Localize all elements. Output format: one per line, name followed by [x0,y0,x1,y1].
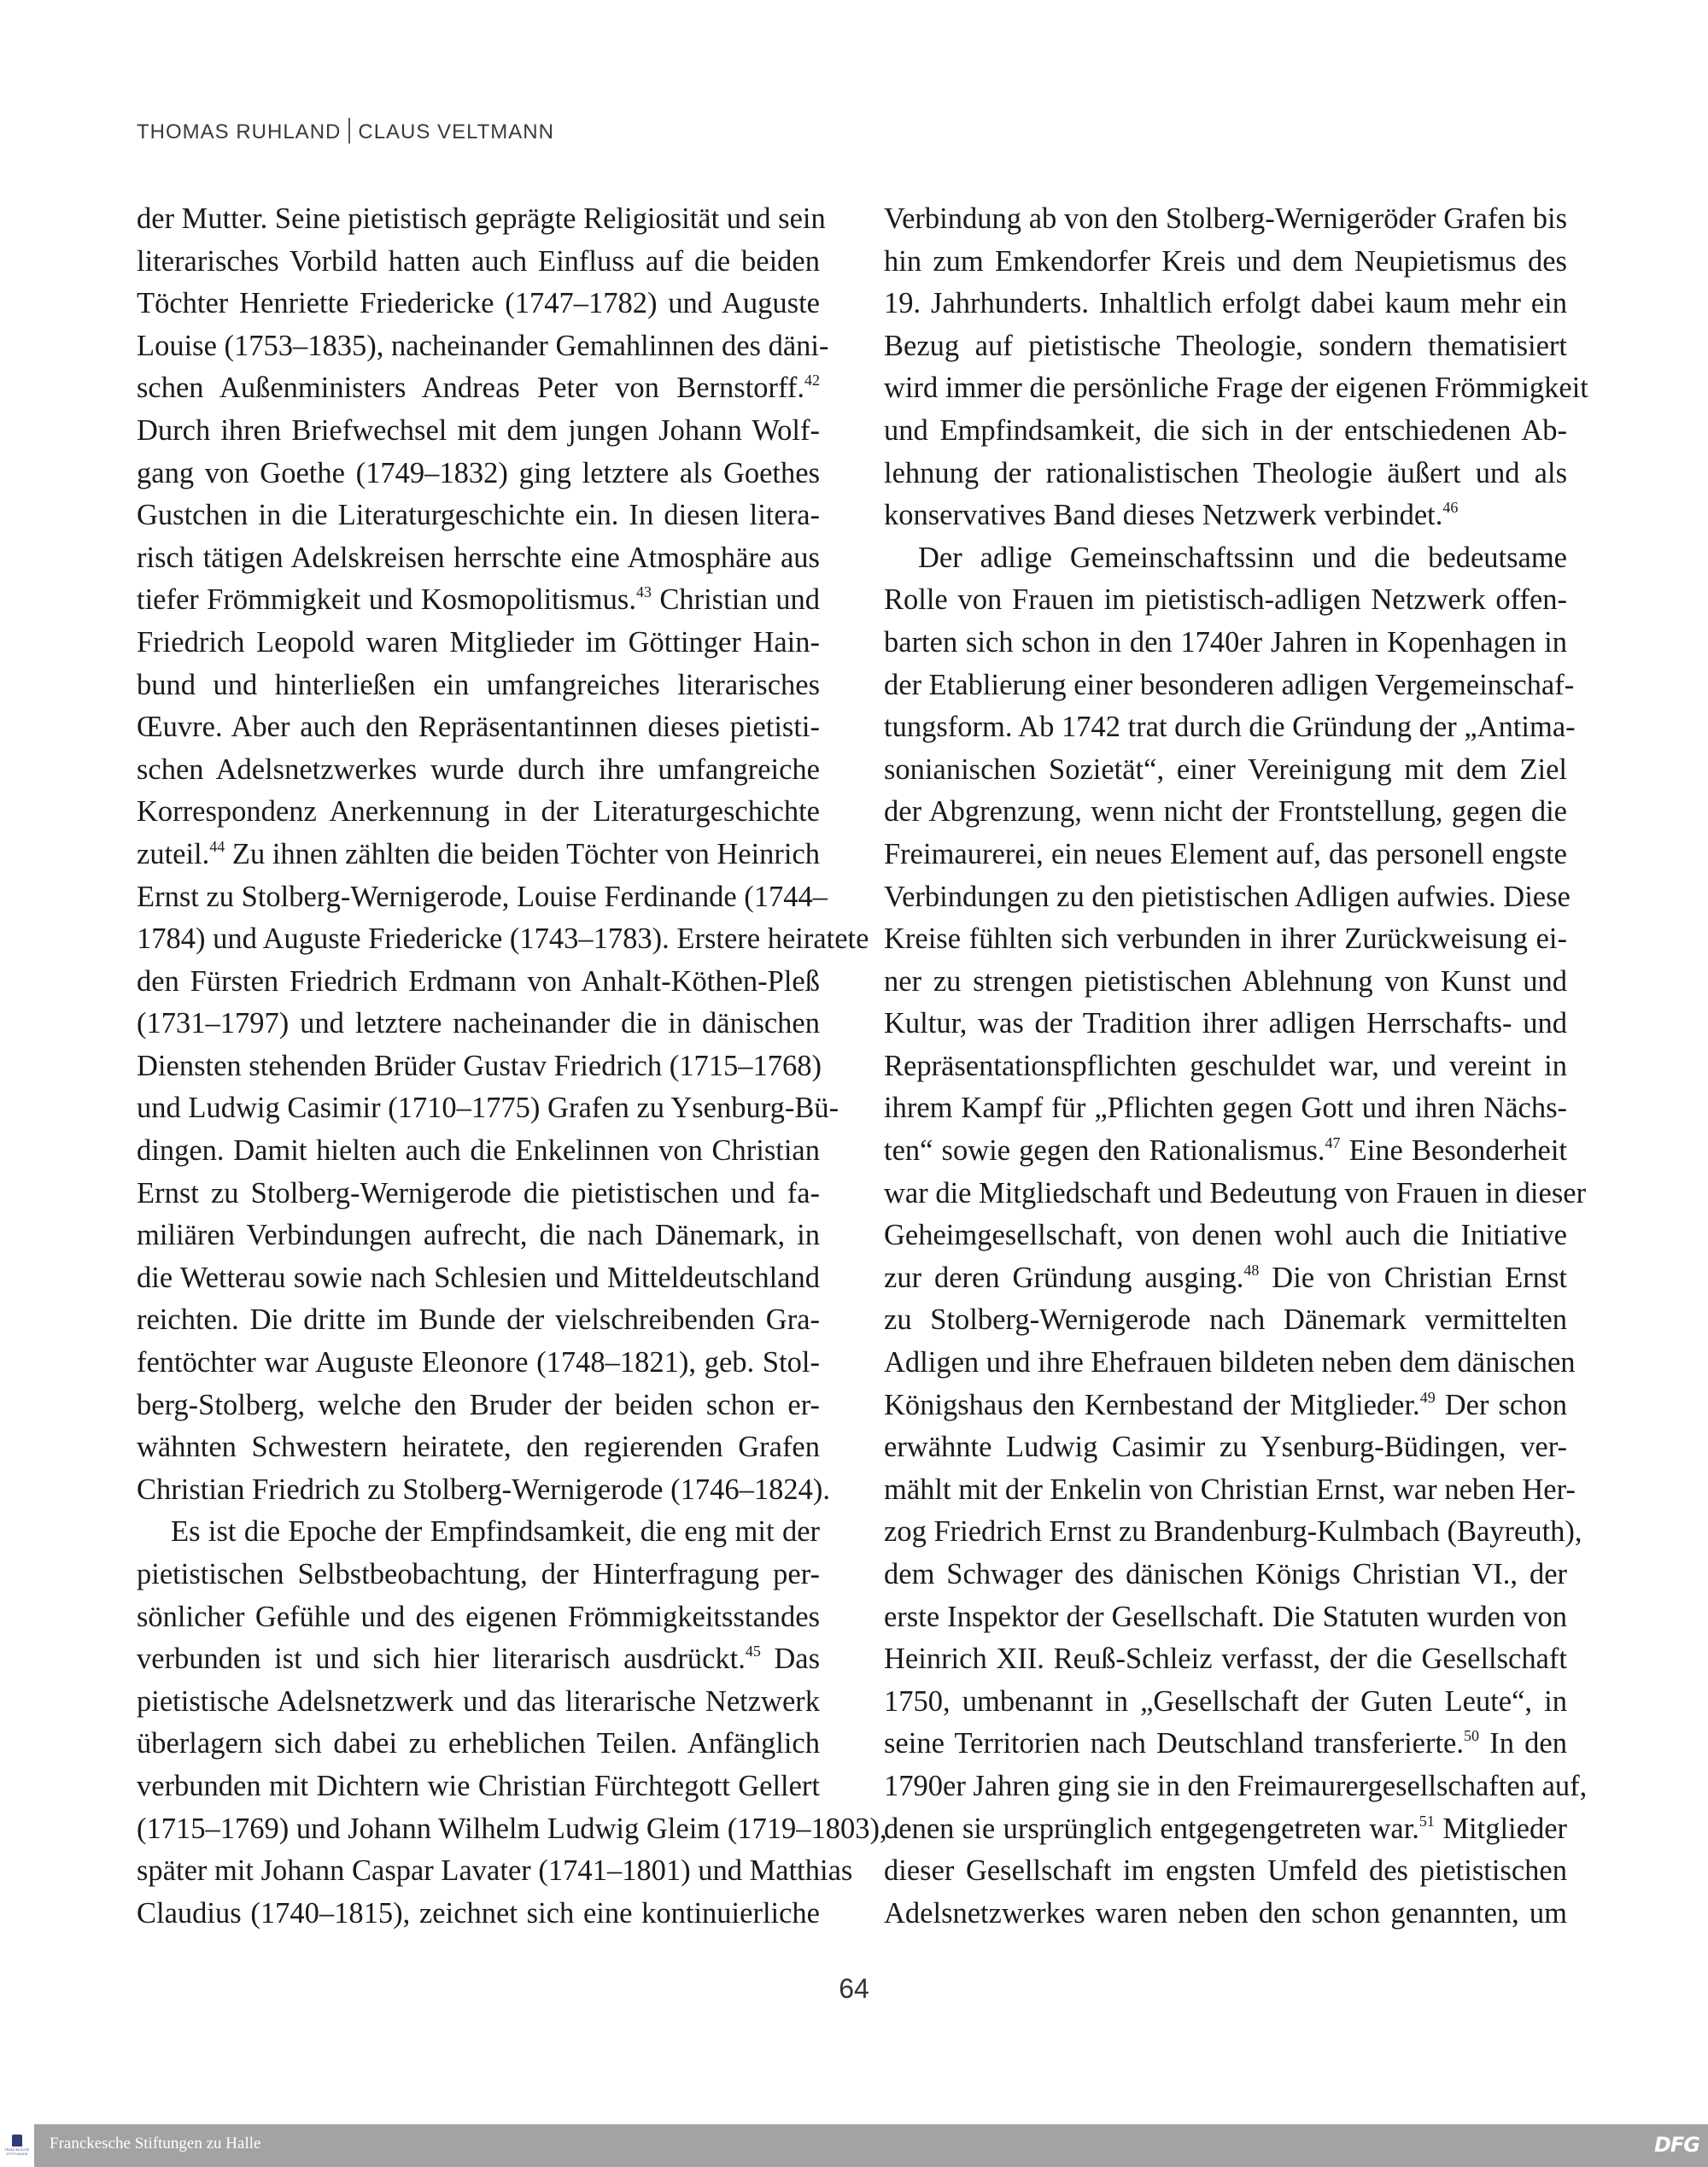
line-text: seine Territorien nach Deutschland transferierte. [884,1727,1464,1760]
text-line [137,1723,820,1766]
text-line [884,706,1576,749]
line-text: sonianischen Sozietät“, einer Vereinigung mit dem Ziel [884,753,1567,786]
text-line [884,918,1567,961]
line-text: ihrem Kampf für „Pflichten gegen Gott und ihren Nächs- [884,1092,1567,1125]
text-line [137,1638,820,1681]
line-text: Christian Friedrich zu Stolberg-Wernigerode (1746–1824). [137,1473,830,1506]
line-text: konservatives Band dieses Netzwerk verbindet. [884,499,1443,532]
separator [348,118,350,143]
text-line [137,537,820,580]
line-text-continued: Das [760,1643,820,1676]
line-text: Ernst zu Stolberg-Wernigerode, Louise Ferdinande (1744– [137,880,828,913]
text-line [137,325,829,368]
line-text: später mit Johann Caspar Lavater (1741–1801) und Matthias [137,1854,853,1888]
line-text-continued: Der schon [1435,1388,1567,1421]
author-name: THOMAS RUHLAND [137,120,342,143]
line-text: Gustchen in die Literaturgeschichte ein. In diesen litera- [137,499,820,532]
text-line [137,876,828,919]
text-line [137,1385,820,1427]
line-text: wird immer die persönliche Frage der eigenen Frömmigkeit [884,372,1588,405]
text-line [137,706,820,749]
text-line [137,918,869,961]
text-line [137,1342,820,1385]
footnote-marker: 44 [209,837,225,855]
footnote-marker: 43 [635,583,652,601]
line-text: Claudius (1740–1815), zeichnet sich eine kontinuierliche [137,1896,820,1930]
line-text: literarisches Vorbild hatten auch Einfluss auf die beiden [137,244,820,278]
institution-logo-icon [0,2124,34,2167]
text-line [884,1850,1567,1893]
text-line [137,665,820,707]
line-text: gang von Goethe (1749–1832) ging letztere als Goethes [137,456,820,489]
text-column-left [137,198,887,1935]
line-text: Korrespondenz Anerkennung in der Literaturgeschichte [137,795,820,829]
line-text: 1750, umbenannt in „Gesellschaft der Guten Leute“, in [884,1684,1567,1718]
text-line [884,1215,1567,1257]
text-line [884,622,1567,665]
text-line [137,1045,820,1088]
text-line [137,749,820,792]
footer-strip [34,2124,1708,2167]
line-text: sönlicher Gefühle und des eigenen Frömmigkeitsstandes [137,1600,820,1633]
line-text: Rolle von Frauen im pietistisch-adligen Netzwerk offen- [884,583,1567,617]
text-line [137,1808,887,1851]
text-line [884,283,1567,325]
line-text: Œuvre. Aber auch den Repräsentantinnen dieses pietisti- [137,711,820,744]
line-text: barten sich schon in den 1740er Jahren in Kopenhagen in [884,625,1567,659]
text-line [137,1426,820,1469]
line-text: pietistischen Selbstbeobachtung, der Hinterfragung per- [137,1558,820,1590]
text-line [884,410,1567,453]
footnote-marker: 49 [1419,1388,1436,1406]
line-text: und Empfindsamkeit, die sich in der entschiedenen Ab- [884,413,1567,447]
text-line [884,1596,1567,1639]
text-line [137,283,820,325]
line-text: Es ist die Epoche der Empfindsamkeit, die eng mit der [171,1515,820,1549]
line-text: Geheimgesellschaft, von denen wohl auch die Initiative [884,1219,1567,1252]
text-line [137,1003,820,1045]
text-line [137,1850,853,1893]
text-line [884,325,1567,368]
line-text: schen Außenministers Andreas Peter von Bernstorff. [137,372,804,405]
text-line [884,1766,1588,1808]
logo-text: FRANCKESCHE STIFTUNGEN [4,2148,30,2156]
text-line [137,1173,820,1215]
text-line [884,1511,1582,1554]
footnote-marker: 51 [1418,1812,1435,1830]
line-text: Ernst zu Stolberg-Wernigerode die pietistischen und fa- [137,1176,820,1209]
text-line [884,834,1567,876]
text-line [884,1342,1576,1385]
text-line [884,367,1588,410]
text-line [137,495,820,537]
text-line [884,495,1567,537]
text-line [137,622,820,665]
line-text: hin zum Emkendorfer Kreis und dem Neupietismus des [884,244,1567,278]
line-text: Verbindung ab von den Stolberg-Wernigeröder Grafen bis [884,202,1567,235]
running-head [137,118,554,144]
figure-icon [12,2135,22,2147]
dfg-logo: DFG [1653,2133,1699,2157]
text-line [884,1130,1567,1173]
text-line [884,579,1567,622]
line-text: Heinrich XII. Reuß-Schleiz verfasst, der die Gesellschaft [884,1643,1567,1676]
line-text: miliären Verbindungen aufrecht, die nach Dänemark, in [137,1219,820,1252]
text-line [137,1299,820,1342]
line-text: der Mutter. Seine pietistisch geprägte Religiosität und sein [137,202,826,235]
text-line [137,1130,820,1173]
text-line [884,1808,1567,1851]
line-text: Friedrich Leopold waren Mitglieder im Göttinger Hain- [137,625,820,659]
line-text: Freimaurerei, ein neues Element auf, das personell engste [884,837,1567,870]
text-line [884,749,1567,792]
line-text: Kultur, was der Tradition ihrer adligen Herrschafts- und [884,1007,1567,1040]
line-text: dem Schwager des dänischen Königs Christian VI., der [884,1558,1567,1590]
text-line [884,241,1567,284]
line-text: erwähnte Ludwig Casimir zu Ysenburg-Büdingen, ver- [884,1431,1567,1464]
line-text-continued: Eine Besonderheit [1340,1134,1567,1168]
text-line [884,1426,1567,1469]
text-line [884,1554,1567,1596]
text-line [137,1681,820,1724]
line-text: Louise (1753–1835), nacheinander Gemahlinnen des däni- [137,329,829,362]
line-text-continued: In den [1479,1727,1567,1760]
footnote-marker: 47 [1325,1134,1341,1152]
line-text: der Abgrenzung, wenn nicht der Frontstellung, gegen die [884,795,1567,829]
line-text: (1731–1797) und letztere nacheinander die in dänischen [137,1007,820,1040]
text-line [884,1299,1567,1342]
author-name: CLAUS VELTMANN [358,120,554,143]
line-text: zur deren Gründung ausging. [884,1261,1244,1294]
text-line [137,1257,820,1300]
text-line [137,1893,820,1936]
text-line [137,410,820,453]
line-text-continued: Zu ihnen zählten die beiden Töchter von Heinrich [225,837,821,870]
line-text: zu Stolberg-Wernigerode nach Dänemark vermittelten [884,1303,1567,1337]
institution-name: Franckesche Stiftungen zu Halle [50,2135,261,2152]
footnote-marker: 48 [1243,1261,1260,1279]
text-line [137,1596,820,1639]
line-text: Bezug auf pietistische Theologie, sondern thematisiert [884,329,1567,362]
text-line [137,367,820,410]
text-line [884,1469,1576,1512]
line-text: 19. Jahrhunderts. Inhaltlich erfolgt dabei kaum mehr ein [884,287,1567,320]
line-text: mählt mit der Enkelin von Christian Ernst, war neben Her- [884,1473,1576,1506]
line-text: denen sie ursprünglich entgegengetreten war. [884,1812,1419,1845]
line-text-continued: Die von Christian Ernst [1259,1261,1567,1294]
text-line [884,1385,1567,1427]
line-text: ner zu strengen pietistischen Ablehnung von Kunst und [884,964,1567,998]
text-line [884,1003,1567,1045]
line-text: reichten. Die dritte im Bunde der vielschreibenden Gra- [137,1303,820,1337]
text-line [884,1893,1567,1936]
line-text: pietistische Adelsnetzwerk und das literarische Netzwerk [137,1684,820,1718]
text-line [884,198,1567,241]
text-line [137,791,820,834]
line-text: überlagern sich dabei zu erheblichen Teilen. Anfänglich [137,1727,820,1760]
line-text-continued: Mitglieder [1434,1812,1567,1845]
text-line [137,1469,830,1512]
line-text: der Etablierung einer besonderen adligen Vergemeinschaf- [884,668,1575,701]
line-text: dieser Gesellschaft im engsten Umfeld des pietistischen [884,1854,1567,1888]
line-text: lehnung der rationalistischen Theologie äußert und als [884,456,1567,489]
footnote-marker: 46 [1442,499,1459,517]
text-line [137,198,826,241]
text-line [137,1215,820,1257]
line-text: Verbindungen zu den pietistischen Adligen aufwies. Diese [884,880,1571,913]
text-line [137,1554,820,1596]
line-text: tungsform. Ab 1742 trat durch die Gründung der „Antima- [884,711,1576,744]
text-line [137,961,820,1004]
line-text: Durch ihren Briefwechsel mit dem jungen Johann Wolf- [137,413,820,447]
line-text: fentöchter war Auguste Eleonore (1748–1821), geb. Stol- [137,1346,820,1379]
line-text: (1715–1769) und Johann Wilhelm Ludwig Gleim (1719–1803), [137,1812,887,1845]
line-text: wähnten Schwestern heiratete, den regierenden Grafen [137,1431,820,1464]
footer-bar [0,2124,1708,2167]
line-text: 1790er Jahren ging sie in den Freimaurergesellschaften auf, [884,1769,1588,1802]
text-line [884,537,1567,580]
line-text: Königshaus den Kernbestand der Mitglieder. [884,1388,1420,1421]
line-text: Kreise fühlten sich verbunden in ihrer Zurückweisung ei- [884,922,1567,956]
line-text: ten“ sowie gegen den Rationalismus. [884,1134,1325,1168]
text-line [137,1511,820,1554]
line-text: Diensten stehenden Brüder Gustav Friedrich (1715–1768) [137,1049,822,1082]
footnote-marker: 45 [745,1643,761,1660]
text-line [884,1723,1567,1766]
text-line [884,665,1575,707]
text-line [884,1087,1567,1130]
text-line [137,241,820,284]
text-line [137,579,820,622]
line-text: risch tätigen Adelskreisen herrschte eine Atmosphäre aus [137,541,820,574]
line-text: zog Friedrich Ernst zu Brandenburg-Kulmbach (Bayreuth), [884,1515,1582,1549]
text-line [884,1638,1567,1681]
line-text: war die Mitgliedschaft und Bedeutung von Frauen in dieser [884,1176,1587,1209]
line-text-continued: Christian und [651,583,820,617]
line-text: berg-Stolberg, welche den Bruder der beiden schon er- [137,1388,820,1421]
footnote-marker: 50 [1464,1727,1479,1745]
line-text: bund und hinterließen ein umfangreiches literarisches [137,668,820,701]
line-text: und Ludwig Casimir (1710–1775) Grafen zu Ysenburg-Bü- [137,1092,839,1125]
text-line [884,1257,1567,1300]
line-text: tiefer Frömmigkeit und Kosmopolitismus. [137,583,636,617]
text-line [884,876,1571,919]
line-text: Repräsentationspflichten geschuldet war, und vereint in [884,1049,1567,1082]
text-column-right [884,198,1588,1935]
line-text: den Fürsten Friedrich Erdmann von Anhalt-Köthen-Pleß [137,964,820,998]
line-text: erste Inspektor der Gesellschaft. Die Statuten wurden von [884,1600,1567,1633]
page-number: 64 [839,1973,869,2004]
line-text: 1784) und Auguste Friedericke (1743–1783). Erstere heiratete [137,922,869,956]
line-text: Töchter Henriette Friedericke (1747–1782) und Auguste [137,287,820,320]
text-line [137,834,820,876]
line-text: schen Adelsnetzwerkes wurde durch ihre umfangreiche [137,753,820,786]
line-text: verbunden mit Dichtern wie Christian Fürchtegott Gellert [137,1769,820,1802]
text-line [137,1087,839,1130]
line-text: Adligen und ihre Ehefrauen bildeten neben dem dänischen [884,1346,1576,1379]
text-line [884,791,1567,834]
line-text: Der adlige Gemeinschaftssinn und die bedeutsame [918,541,1567,574]
footnote-marker: 42 [804,372,820,389]
text-line [137,1766,820,1808]
text-line [884,453,1567,495]
line-text: Adelsnetzwerkes waren neben den schon genannten, um [884,1896,1567,1930]
line-text: die Wetterau sowie nach Schlesien und Mitteldeutschland [137,1261,820,1294]
line-text: zuteil. [137,837,210,870]
text-line [884,1173,1587,1215]
line-text: verbunden ist und sich hier literarisch ausdrückt. [137,1643,746,1676]
line-text: dingen. Damit hielten auch die Enkelinnen von Christian [137,1134,820,1168]
text-line [884,1681,1567,1724]
text-line [884,961,1567,1004]
text-line [884,1045,1567,1088]
text-line [137,453,820,495]
